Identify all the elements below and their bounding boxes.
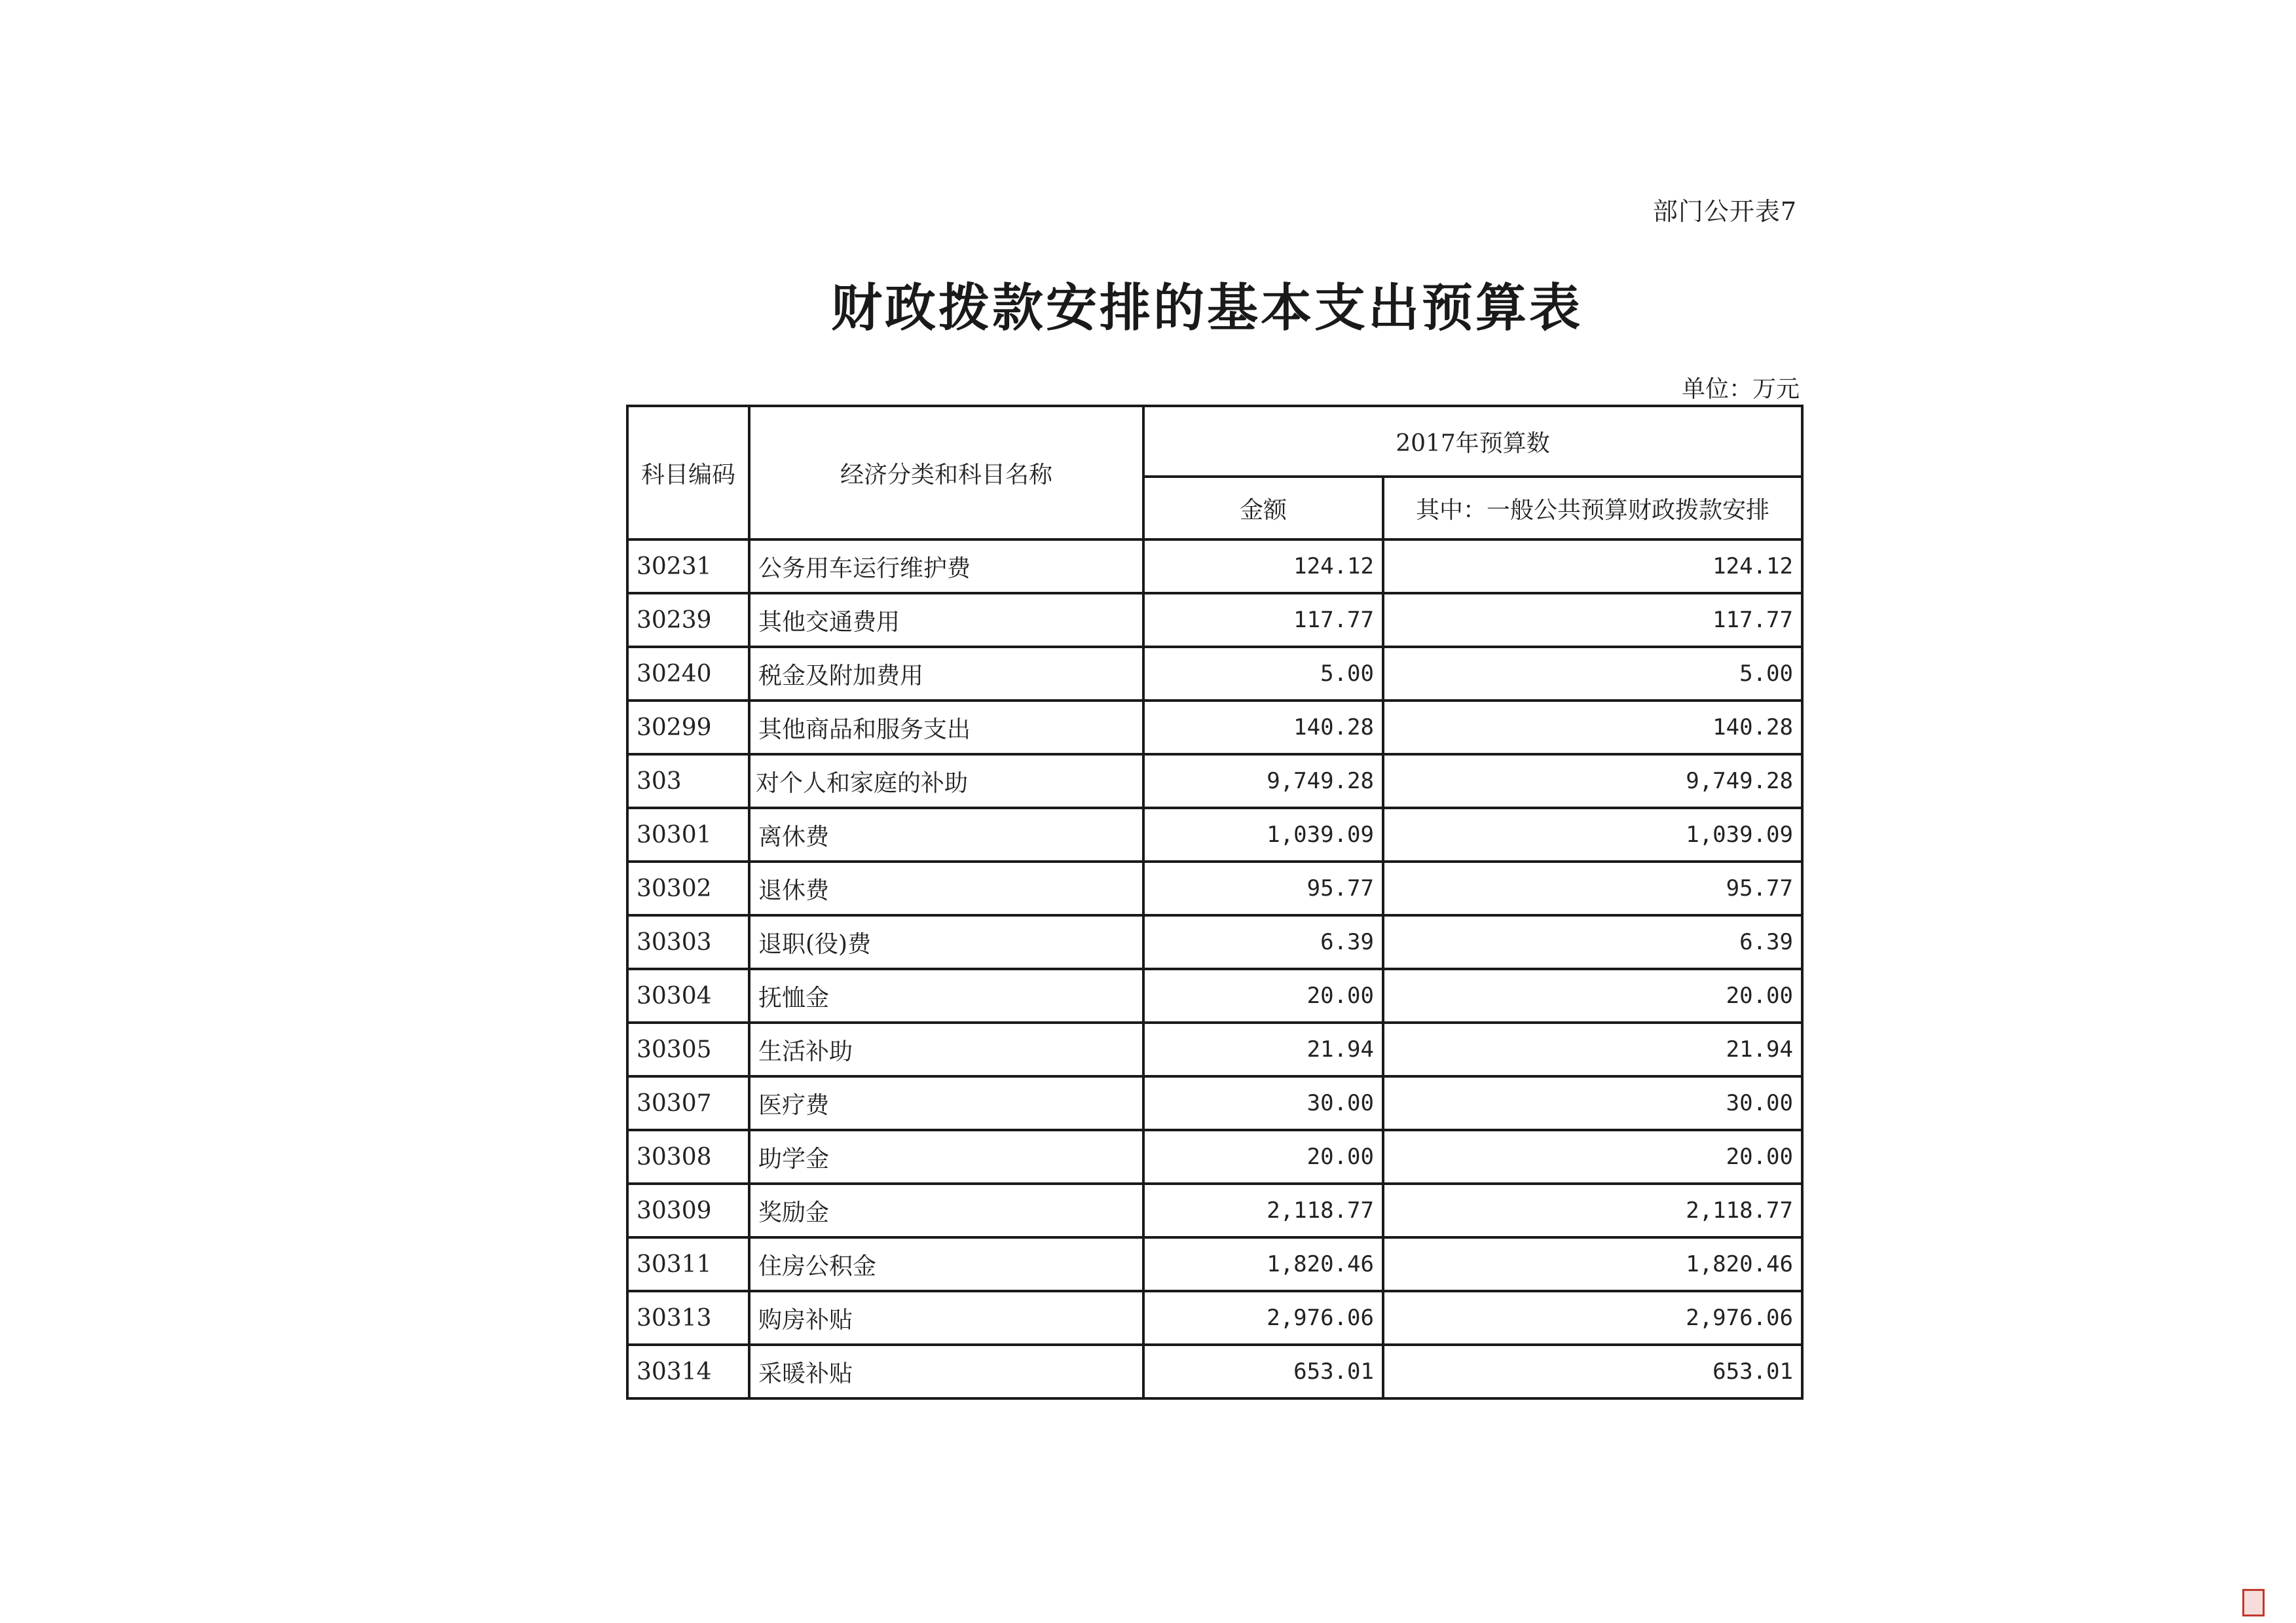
row-general: 95.77	[1383, 862, 1802, 915]
row-name: 其他商品和服务支出	[749, 701, 1143, 754]
row-amount: 6.39	[1143, 915, 1383, 969]
row-general: 124.12	[1383, 539, 1802, 593]
row-amount: 20.00	[1143, 969, 1383, 1023]
row-amount: 2,976.06	[1143, 1291, 1383, 1345]
header-amount: 金额	[1143, 477, 1383, 539]
row-code: 30299	[627, 701, 749, 754]
row-name: 奖励金	[749, 1184, 1143, 1237]
row-general: 30.00	[1383, 1076, 1802, 1130]
row-code: 30313	[627, 1291, 749, 1345]
row-code: 30309	[627, 1184, 749, 1237]
row-amount: 95.77	[1143, 862, 1383, 915]
row-name: 住房公积金	[749, 1237, 1143, 1291]
row-general: 117.77	[1383, 593, 1802, 647]
row-name: 公务用车运行维护费	[749, 539, 1143, 593]
row-amount: 653.01	[1143, 1345, 1383, 1398]
row-name: 医疗费	[749, 1076, 1143, 1130]
table-row	[627, 808, 1802, 862]
row-general: 9,749.28	[1383, 754, 1802, 808]
row-name: 生活补助	[749, 1023, 1143, 1076]
row-name: 退休费	[749, 862, 1143, 915]
seal-mark	[2242, 1589, 2265, 1616]
page-title: 财政拨款安排的基本支出预算表	[830, 278, 1583, 338]
row-code: 30301	[627, 808, 749, 862]
row-code: 30239	[627, 593, 749, 647]
unit-label: 单位：万元	[1681, 376, 1800, 403]
row-general: 20.00	[1383, 969, 1802, 1023]
row-name: 助学金	[749, 1130, 1143, 1184]
row-code: 30304	[627, 969, 749, 1023]
row-code: 30303	[627, 915, 749, 969]
row-amount: 117.77	[1143, 593, 1383, 647]
table-row	[627, 915, 1802, 969]
row-code: 30305	[627, 1023, 749, 1076]
table-row	[627, 1130, 1802, 1184]
header-code: 科目编码	[627, 406, 749, 539]
row-name: 其他交通费用	[749, 593, 1143, 647]
row-general: 140.28	[1383, 701, 1802, 754]
table-row	[627, 1023, 1802, 1076]
row-general: 1,820.46	[1383, 1237, 1802, 1291]
row-amount: 1,039.09	[1143, 808, 1383, 862]
row-amount: 1,820.46	[1143, 1237, 1383, 1291]
row-code: 30240	[627, 647, 749, 701]
table-row	[627, 647, 1802, 701]
row-name: 抚恤金	[749, 969, 1143, 1023]
table-row	[627, 593, 1802, 647]
row-code: 30308	[627, 1130, 749, 1184]
row-code: 30231	[627, 539, 749, 593]
row-code: 30307	[627, 1076, 749, 1130]
table-row	[627, 1291, 1802, 1345]
row-amount: 30.00	[1143, 1076, 1383, 1130]
row-name: 税金及附加费用	[749, 647, 1143, 701]
row-general: 21.94	[1383, 1023, 1802, 1076]
row-code: 303	[627, 754, 749, 808]
table-row	[627, 701, 1802, 754]
row-general: 2,976.06	[1383, 1291, 1802, 1345]
row-general: 653.01	[1383, 1345, 1802, 1398]
row-general: 20.00	[1383, 1130, 1802, 1184]
row-general: 5.00	[1383, 647, 1802, 701]
table-row	[627, 754, 1802, 808]
table-row	[627, 1184, 1802, 1237]
header-budget-group: 2017年预算数	[1143, 406, 1802, 477]
row-amount: 21.94	[1143, 1023, 1383, 1076]
row-general: 1,039.09	[1383, 808, 1802, 862]
table-row	[627, 1237, 1802, 1291]
table-row	[627, 539, 1802, 593]
row-name: 退职(役)费	[749, 915, 1143, 969]
row-amount: 20.00	[1143, 1130, 1383, 1184]
row-code: 30314	[627, 1345, 749, 1398]
row-code: 30311	[627, 1237, 749, 1291]
table-row	[627, 969, 1802, 1023]
table-row	[627, 1076, 1802, 1130]
row-name: 采暖补贴	[749, 1345, 1143, 1398]
header-general: 其中：一般公共预算财政拨款安排	[1383, 477, 1802, 539]
header-name: 经济分类和科目名称	[749, 406, 1143, 539]
table-number-label: 部门公开表7	[1652, 197, 1797, 226]
table-row	[627, 862, 1802, 915]
row-name: 对个人和家庭的补助	[749, 754, 1143, 808]
row-name: 离休费	[749, 808, 1143, 862]
row-code: 30302	[627, 862, 749, 915]
row-amount: 9,749.28	[1143, 754, 1383, 808]
table-row	[627, 1345, 1802, 1398]
row-name: 购房补贴	[749, 1291, 1143, 1345]
row-amount: 2,118.77	[1143, 1184, 1383, 1237]
row-general: 6.39	[1383, 915, 1802, 969]
budget-table	[626, 405, 1804, 1400]
row-general: 2,118.77	[1383, 1184, 1802, 1237]
row-amount: 5.00	[1143, 647, 1383, 701]
row-amount: 124.12	[1143, 539, 1383, 593]
row-amount: 140.28	[1143, 701, 1383, 754]
